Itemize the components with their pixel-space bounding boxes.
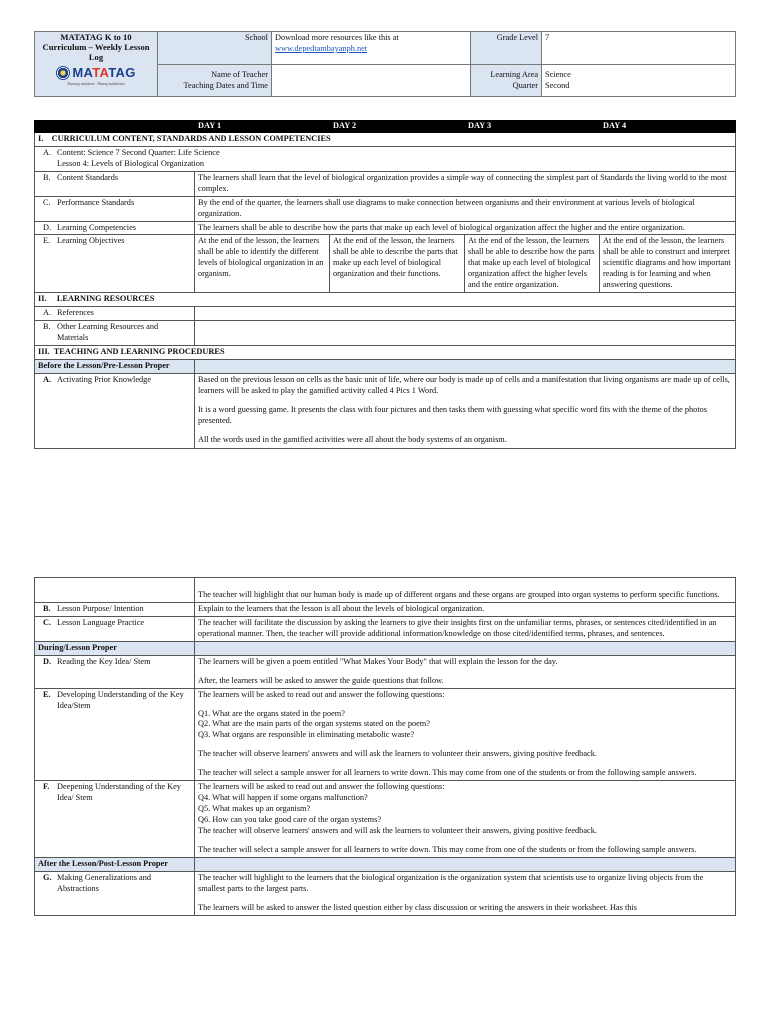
school-label: School (158, 32, 272, 65)
objective-day-2: At the end of the lesson, the learners shall be able to describe the parts that make up each level of biological organization and their functions. (330, 235, 465, 293)
continued-text (195, 578, 736, 603)
section-1-title: I. CURRICULUM CONTENT, STANDARDS AND LESSON COMPETENCIES (35, 132, 736, 146)
reading-text (195, 655, 736, 688)
language-letter: C. (43, 617, 52, 627)
reading-p1: The learners will be given a poem entitled "What Makes Your Body" that will explain the lesson for the day. (198, 656, 558, 666)
during-lesson-band (195, 641, 736, 655)
references-label: References (57, 308, 94, 318)
before-lesson-band (195, 359, 736, 373)
deepening-p2: The teacher will observe learners' answers and will ask the learners to volunteer their answers, giving positive feedback. (198, 825, 597, 835)
content-line-1: Content: Science 7 Second Quarter: Life Science (57, 147, 220, 157)
lesson-log-page-2 (34, 577, 735, 916)
objective-day-4: At the end of the lesson, the learners shall be able to construct and interpret scientific diagrams and how important reading is for learning and when answering questions. (600, 235, 736, 293)
during-lesson-row (35, 641, 736, 655)
reading-p2: After, the learners will be asked to answer the guide questions that follow. (198, 675, 444, 685)
area-quarter-labels (471, 65, 542, 97)
section-3-title: III. TEACHING AND LEARNING PROCEDURES (35, 345, 736, 359)
purpose-row (35, 602, 736, 616)
developing-q3: Q3. What organs are responsible in eliminating metabolic waste? (198, 730, 415, 740)
activating-p1: Based on the previous lesson on cells as the basic unit of life, where our body is made up of cells and a manifestation that living organisms are made up of cells, learners will be asked to play the gamified activity called 4 Pics 1 Word. (198, 374, 730, 395)
day-2-header: DAY 2 (330, 121, 465, 133)
deped-seal-icon (56, 66, 70, 80)
continued-label-cell (35, 578, 195, 603)
learning-competencies-row (35, 221, 736, 235)
developing-text (195, 688, 736, 781)
activating-p3: All the words used in the gamified activities were all about the body systems of an organism. (198, 434, 507, 444)
area-value: Science (545, 69, 571, 79)
deepening-row (35, 781, 736, 858)
content-standards-row (35, 171, 736, 196)
school-value (272, 32, 471, 65)
row-label: Content Standards (57, 172, 119, 182)
logo-wordmark: MATATAG (72, 64, 136, 80)
continued-paragraph: The teacher will highlight that our human body is made up of different organs and these organs are grouped into organ systems to perform specific functions. (198, 590, 720, 599)
content-standards-text: The learners shall learn that the level of biological organization provides a simple way of connecting the simplest part of Standards the living world to the most complex. (195, 171, 736, 196)
quarter-value: Second (545, 80, 570, 90)
purpose-letter: B. (43, 603, 51, 613)
general-text (195, 871, 736, 915)
day-header-blank (35, 121, 195, 133)
general-p1: The teacher will highlight to the learners that the biological organization is the organization system that scientists use to organize living objects from the smallest parts to the largest parts. (198, 872, 704, 893)
section-2-title: II. LEARNING RESOURCES (35, 293, 736, 307)
other-resources-label: Other Learning Resources and Materials (57, 322, 159, 342)
deepening-text (195, 781, 736, 858)
section-1-row (35, 132, 736, 146)
references-value (195, 307, 736, 321)
language-row (35, 616, 736, 641)
reading-label: Reading the Key Idea/ Stem (57, 656, 151, 666)
reading-letter: D. (43, 656, 52, 666)
deepening-p3: The teacher will select a sample answer for all learners to write down. This may come from one of the students or from the following sample answers. (198, 844, 697, 854)
content-cell (35, 146, 736, 171)
day-3-header: DAY 3 (465, 121, 600, 133)
general-p2: The learners will be asked to answer the listed question either by class discussion or writing the answers in their worksheet. Has this (198, 902, 637, 912)
deepening-intro: The learners will be asked to read out and answer the following questions: (198, 782, 445, 792)
learning-objectives-row (35, 235, 736, 293)
deepening-q6: Q6. How can you take good care of the organ systems? (198, 815, 382, 824)
dates-label: Teaching Dates and Time (183, 80, 268, 90)
deepening-q4: Q4. What will happen if some organs malfunction? (198, 793, 368, 803)
deepening-q5: Q5. What makes up an organism? (198, 804, 311, 814)
general-letter: G. (43, 872, 52, 882)
developing-intro: The learners will be asked to read out and answer the following questions: (198, 689, 445, 699)
deepening-label: Deepening Understanding of the Key Idea/ Stem (57, 782, 181, 803)
area-quarter-values (542, 65, 736, 97)
language-label: Lesson Language Practice (57, 617, 145, 627)
content-letter: A. (43, 147, 52, 157)
performance-standards-text: By the end of the quarter, the learners shall use diagrams to make connection between organisms and their environment at various levels of biological organization. (195, 196, 736, 221)
language-text: The teacher will facilitate the discussion by asking the learners to give their insights first on the unfamiliar terms, phrases, or sentences cited/identified in an operational manner. Then, the teacher will provide additional information/knowledge on those cited/identified terms, phrases, and sentences. (195, 616, 736, 641)
references-row (35, 307, 736, 321)
purpose-text: Explain to the learners that the lesson is all about the levels of biological organization. (195, 602, 736, 616)
continued-row (35, 578, 736, 603)
day-4-header: DAY 4 (600, 121, 736, 133)
general-label: Making Generalizations and Abstractions (57, 872, 152, 893)
header-logo-block (35, 32, 158, 97)
reading-row (35, 655, 736, 688)
objectives-label: Learning Objectives (57, 236, 125, 246)
grade-value: 7 (542, 32, 736, 65)
row-letter: B. (43, 322, 51, 331)
teacher-dates-value (272, 65, 471, 97)
row-letter: A. (43, 308, 52, 318)
activating-p2: It is a word guessing game. It presents the class with four pictures and then tasks them with guessing what specific word fits with the theme of the photos presented. (198, 404, 708, 425)
section-2-row (35, 293, 736, 307)
before-lesson-row (35, 359, 736, 373)
grade-label: Grade Level (471, 32, 542, 65)
during-lesson-label: During/Lesson Proper (35, 641, 195, 655)
after-lesson-row (35, 857, 736, 871)
objective-day-1: At the end of the lesson, the learners shall be able to identify the different levels of biological organization in an organism. (195, 235, 330, 293)
row-letter: C. (43, 197, 51, 207)
developing-q1: Q1. What are the organs stated in the poem? (198, 708, 345, 718)
lesson-log-main-table (34, 120, 735, 449)
row-letter: B. (43, 172, 51, 182)
objective-day-3: At the end of the lesson, the learners shall be able to describe how the parts that make up each level of biological organization affect the higher levels and the entire organization. (465, 235, 600, 293)
header-title: MATATAG K to 10 Curriculum – Weekly Lesson Log (42, 32, 150, 62)
area-label: Learning Area (490, 69, 538, 79)
activating-text (195, 373, 736, 449)
developing-q2: Q2. What are the main parts of the organ systems stated on the poem? (198, 719, 430, 729)
logo-tagline: Bansang makabata · Batang makabansa (67, 81, 125, 86)
row-label: Performance Standards (57, 197, 135, 207)
matatag-logo (38, 66, 154, 81)
content-row (35, 146, 736, 171)
school-text: Download more resources like this at (275, 33, 399, 42)
teacher-label: Name of Teacher (211, 69, 268, 79)
lesson-log-header (34, 31, 735, 97)
day-header-row (35, 121, 736, 133)
activating-label: Activating Prior Knowledge (57, 374, 152, 384)
developing-label: Developing Understanding of the Key Idea/Stem (57, 689, 184, 710)
resources-link[interactable]: www.depedtambayanph.net (275, 43, 368, 53)
learning-competencies-text: The learners shall be able to describe how the parts that make up each level of biological organization affect the higher and the entire organization. (195, 221, 736, 235)
before-lesson-label: Before the Lesson/Pre-Lesson Proper (35, 359, 195, 373)
developing-p2: The teacher will observe learners' answers and will ask the learners to volunteer their answers, giving positive feedback. (198, 749, 597, 759)
objectives-letter: E. (43, 236, 51, 246)
developing-p3: The teacher will select a sample answer for all learners to write down. This may come from one of the students or from the following sample answers. (198, 768, 697, 778)
developing-row (35, 688, 736, 781)
generalizations-row (35, 871, 736, 915)
performance-standards-row (35, 196, 736, 221)
other-resources-row (35, 321, 736, 346)
other-resources-value (195, 321, 736, 346)
activating-letter: A. (43, 374, 52, 384)
developing-letter: E. (43, 689, 51, 699)
deepening-letter: F. (43, 782, 50, 792)
content-line-2: Lesson 4: Levels of Biological Organization (57, 158, 205, 168)
after-lesson-label: After the Lesson/Post-Lesson Proper (35, 857, 195, 871)
row-label: Learning Competencies (57, 222, 137, 232)
activating-row (35, 373, 736, 449)
row-letter: D. (43, 222, 52, 232)
quarter-label: Quarter (512, 80, 538, 90)
after-lesson-band (195, 857, 736, 871)
teacher-dates-labels (158, 65, 272, 97)
purpose-label: Lesson Purpose/ Intention (57, 603, 144, 613)
day-1-header: DAY 1 (195, 121, 330, 133)
section-3-row (35, 345, 736, 359)
